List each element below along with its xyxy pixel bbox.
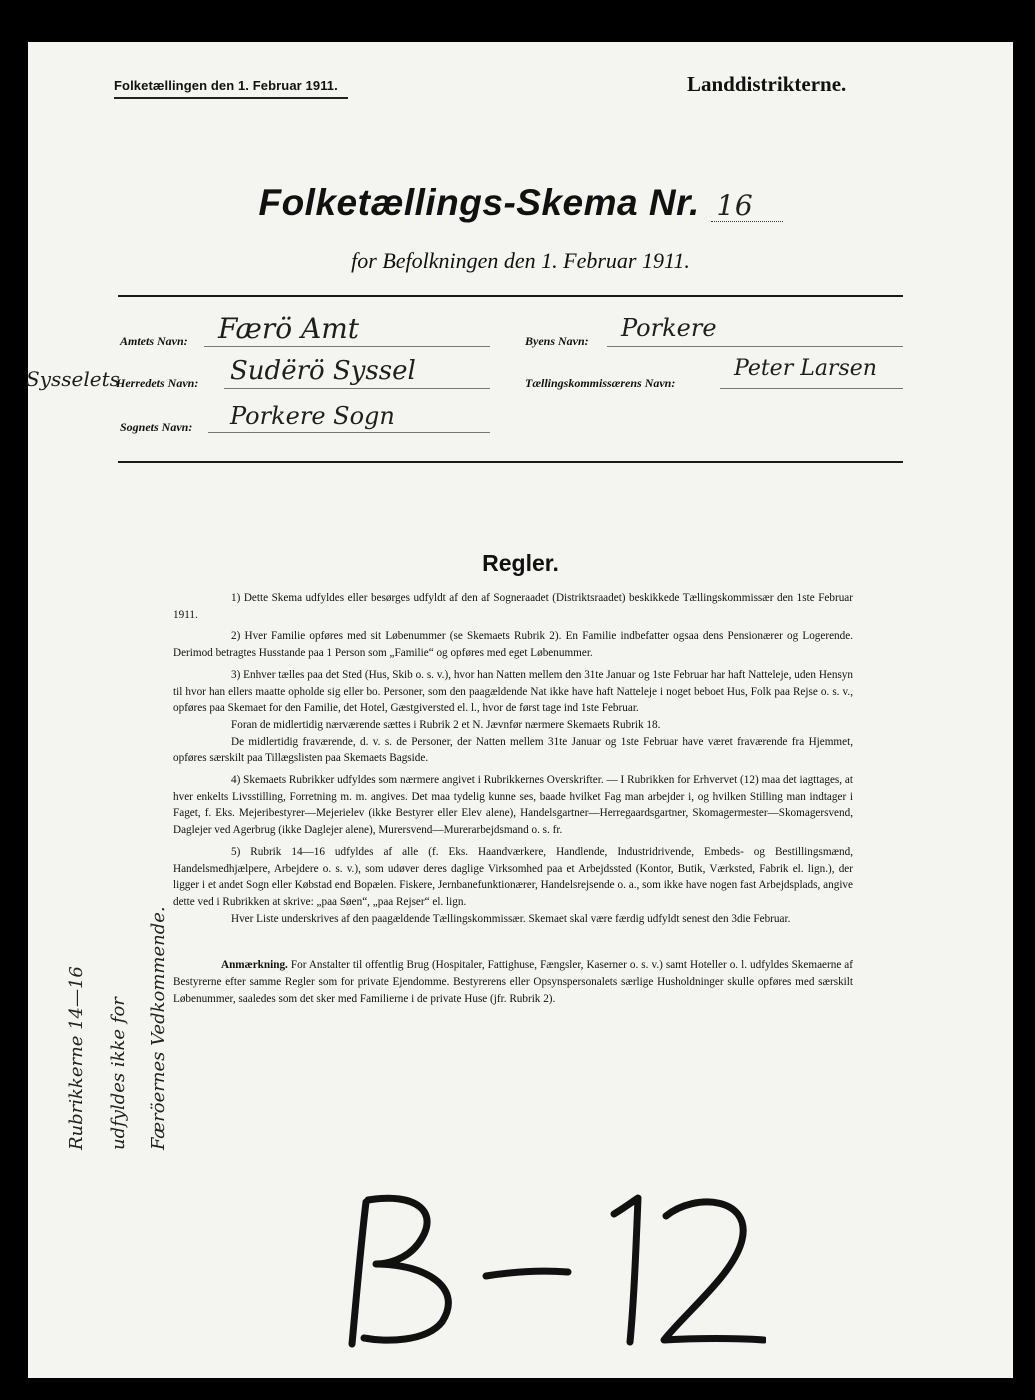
margin-note-line-3: Færöernes Vedkommende. bbox=[148, 906, 169, 1150]
byens-field bbox=[607, 314, 903, 347]
herred-field bbox=[224, 356, 490, 389]
kommissaer-label: Tællingskommissærens Navn: bbox=[525, 376, 676, 390]
byens-value: Porkere bbox=[621, 314, 717, 342]
margin-note-line-2: udfyldes ikke for bbox=[108, 997, 129, 1150]
rules-note-label: Anmærkning. bbox=[221, 959, 288, 972]
rules-body bbox=[173, 590, 853, 1012]
sogn-label: Sognets Navn: bbox=[120, 420, 193, 434]
form-number-field bbox=[711, 182, 783, 224]
header-underline bbox=[114, 97, 348, 99]
census-form-page bbox=[28, 42, 1013, 1378]
rule-3-present: Foran de midlertidig nærværende sættes i Rubrik 2 et N. Jævnfør nærmere Skemaets Rubrik 18. bbox=[231, 718, 661, 731]
kommissaer-field bbox=[720, 356, 903, 389]
byens-label: Byens Navn: bbox=[525, 334, 589, 348]
form-title bbox=[28, 182, 1013, 224]
rule-1: 1) Dette Skema udfyldes eller besørges udfyldt af den af Sogneraadet (Distriktsraadet) beskikkede Tællingskommissær den 1ste Februar 1911. bbox=[173, 592, 853, 621]
amt-value: Færö Amt bbox=[218, 312, 360, 345]
rule-2: 2) Hver Familie opføres med sit Løbenummer (se Skemaets Rubrik 2). En Familie indbefatter ogsaa dens Pensionærer og Logerende. Derimod betragtes Husstande paa 1 Person som „Familie“ og opføres med eget Løbenummer. bbox=[173, 630, 853, 660]
rule-4: 4) Skemaets Rubrikker udfyldes som nærmere angivet i Rubrikkernes Overskrifter. — I Rubrikken for Erhvervet (12) maa det iagttages, at hver enkelts Livsstilling, Forretning m. m. angives. Det maa tydelig kunne ses, baade hvilket Fag man arbejder i, og hvilken Stilling man indtager i Faget, f. Eks. Mejeribestyrer—Mejerielev (ikke Bestyrer eller Elev alene), Handelsgartner—Herregaardsgartner, Skomagermester—Skomagersvend, Daglejer ved Agerbrug (ikke Daglejer alene), Murersvend—Murerarbejdsmand o. s. fr. bbox=[173, 774, 853, 837]
herred-prefix-handwritten: Sysselets bbox=[26, 367, 120, 391]
herred-value: Sudërö Syssel bbox=[230, 356, 416, 386]
header-district-type: Landdistrikterne. bbox=[687, 72, 847, 96]
form-subtitle: for Befolkningen den 1. Februar 1911. bbox=[351, 248, 690, 273]
sogn-value: Porkere Sogn bbox=[230, 402, 395, 430]
amt-label: Amtets Navn: bbox=[120, 334, 188, 348]
rules-heading: Regler. bbox=[482, 550, 559, 576]
rule-3: 3) Enhver tælles paa det Sted (Hus, Skib o. s. v.), hvor han Natten mellem den 31te Januar og 1ste Februar har haft Natteleje, uden Hensyn til hvor han ellers maatte opholde sig eller bo. Personer, som den paagældende Nat ikke have haft Natteleje i noget beboet Hus, Folk paa Rejse o. s. v., opføres paa Skemaet for den Familie, det Hotel, Gæstgiversted el. l., hvor de først tage ind 1ste Februar. bbox=[173, 668, 853, 715]
rule-5: 5) Rubrik 14—16 udfyldes af alle (f. Eks. Haandværkere, Handlende, Industridrivende, Embeds- og Bestillingsmænd, Handelsmedhjælpere, Arbejdere o. s. v.), som udøver deres daglige Virksomhed paa et Arbejdssted (Kontor, Butik, Værksted, Fabrik el. lign.), der ligger i et andet Sogn eller Købstad end Bopælen. Fiskere, Jernbanefunktionærer, Handelsrejsende o. a., som ikke have nogen fast Arbejdsplads, angive dette ved i Rubrikken at skrive: „paa Søen“, „paa Rejser“ el. lign. bbox=[173, 845, 853, 908]
form-number-line bbox=[711, 221, 783, 222]
bottom-rule bbox=[118, 461, 903, 463]
herred-label: Herredets Navn: bbox=[116, 376, 199, 390]
archive-number-drawing bbox=[346, 1192, 766, 1352]
rules-note bbox=[173, 957, 853, 1007]
margin-note-line-1: Rubrikkerne 14—16 bbox=[66, 966, 87, 1150]
header-census-date: Folketællingen den 1. Februar 1911. bbox=[114, 78, 338, 93]
form-number-value: 16 bbox=[716, 189, 754, 222]
kommissaer-value: Peter Larsen bbox=[734, 356, 877, 381]
rule-5-signature: Hver Liste underskrives af den paagældende Tællingskommissær. Skemaet skal være færdig udfyldt senest den 3die Februar. bbox=[231, 912, 791, 925]
form-title-text: Folketællings-Skema Nr. bbox=[258, 182, 700, 223]
top-rule bbox=[118, 295, 903, 297]
rules-note-text: For Anstalter til offentlig Brug (Hospitaler, Fattighuse, Fængsler, Kaserner o. s. v.) samt Hoteller o. l. udfyldes Skemaerne af Bestyrerne efter samme Regler som for private Ejendomme. Bestyrerens eller Opsynspersonalets særlige Husholdninger skulle opføres med særskilt Løbenummer, saaledes som det sker med Familierne i de private Huse (jfr. Rubrik 2). bbox=[173, 959, 854, 1005]
sogn-field bbox=[208, 402, 490, 433]
rule-3-absent: De midlertidig fraværende, d. v. s. de Personer, der Natten mellem 31te Januar og 1ste Februar have været fraværende fra Hjemmet, opføres særskilt paa Tillægslisten paa Skemaets Bagside. bbox=[173, 735, 853, 765]
archive-number-mark bbox=[346, 1192, 766, 1352]
amt-field bbox=[204, 312, 490, 347]
